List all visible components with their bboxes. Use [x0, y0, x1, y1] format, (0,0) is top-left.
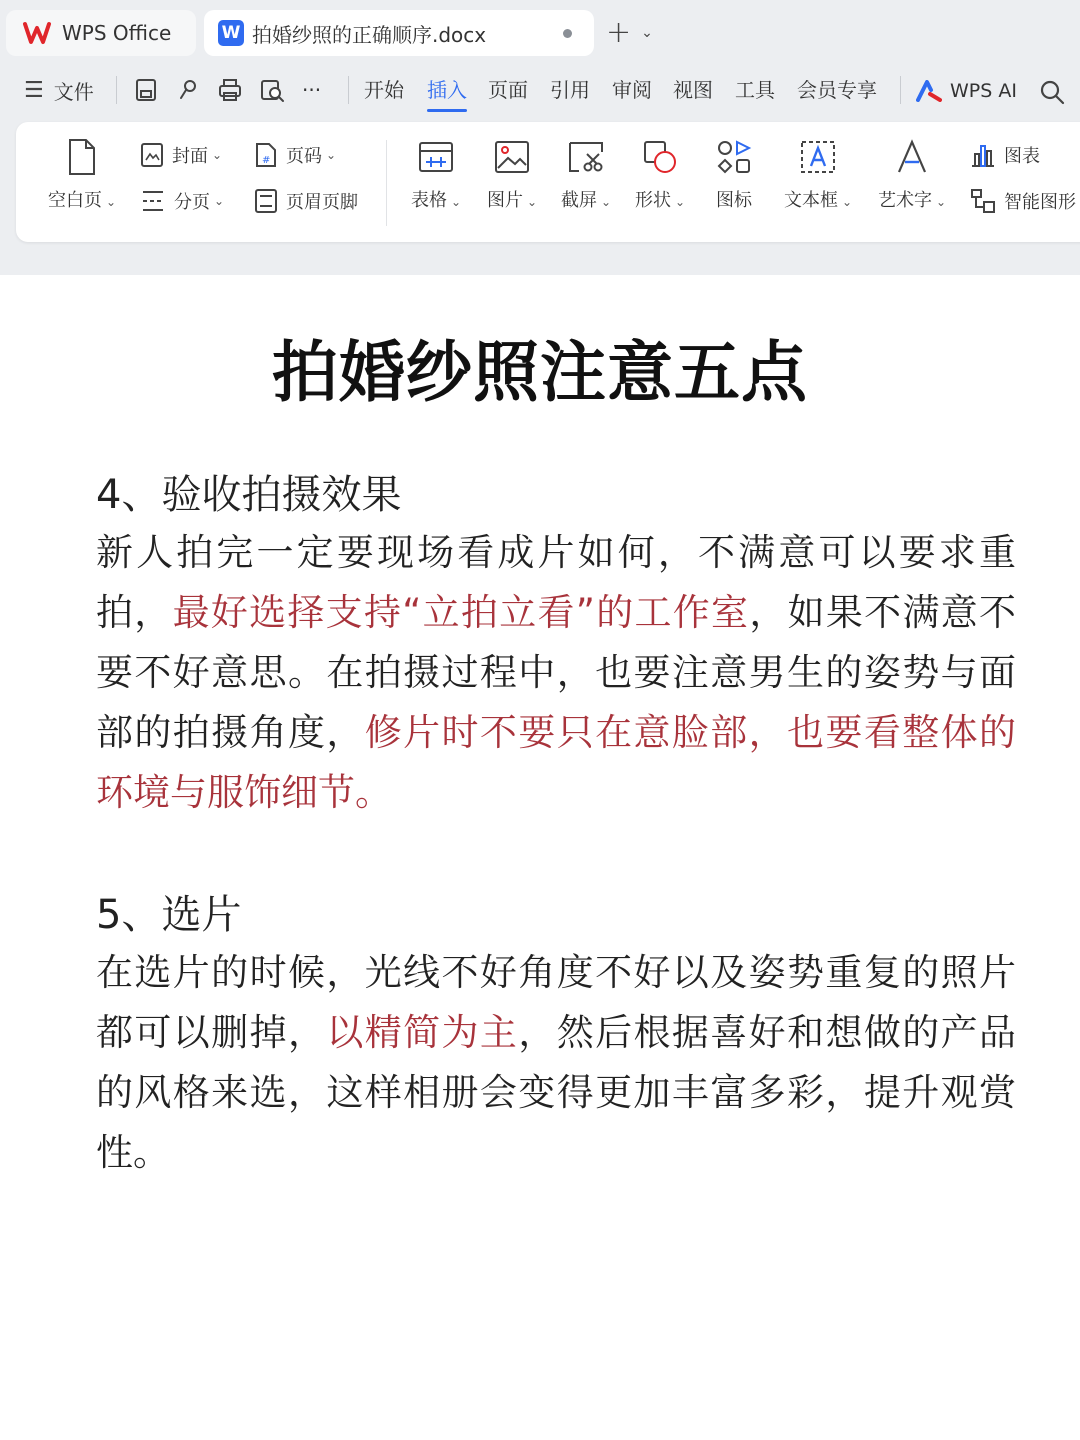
header-footer-button[interactable] — [254, 188, 358, 214]
smart-art-icon — [970, 188, 996, 214]
print-icon[interactable] — [216, 76, 244, 104]
unsaved-dot-icon[interactable] — [563, 29, 572, 38]
cover-label: 封面 — [172, 146, 208, 167]
menu-bar — [0, 64, 1080, 116]
bar-chart-icon — [970, 142, 996, 168]
tab-home-label: WPS Office — [62, 21, 172, 45]
section-5-paragraph — [96, 943, 1016, 1183]
wps-ai-button[interactable] — [916, 76, 1017, 106]
tab-tools[interactable]: 工具 — [735, 78, 775, 102]
screenshot-button[interactable] — [552, 138, 620, 212]
page-number-icon — [254, 142, 278, 168]
shape-button[interactable] — [626, 138, 694, 212]
chevron-down-icon: ⌄ — [935, 195, 947, 209]
format-painter-icon[interactable] — [174, 76, 202, 104]
chevron-down-icon: ⌄ — [105, 195, 117, 209]
tab-references[interactable]: 引用 — [550, 78, 590, 102]
svg-text:#: # — [262, 155, 271, 166]
blank-page-label: 空白页 — [47, 190, 102, 211]
chart-label: 图表 — [1004, 146, 1040, 167]
section-4-highlight-2: 修片时不要只在意脸部，也要看整体的环境与服饰细节。 — [96, 711, 1017, 814]
more-quick-actions-button[interactable]: ··· — [302, 78, 322, 102]
tab-review[interactable]: 审阅 — [612, 78, 652, 102]
icon-library-button[interactable] — [700, 138, 768, 212]
smart-art-label: 智能图形 — [1004, 192, 1076, 213]
screenshot-label: 截屏 — [560, 190, 597, 211]
chevron-down-icon: ⌄ — [450, 195, 462, 209]
ribbon-divider — [386, 140, 387, 226]
blank-page-button[interactable] — [40, 138, 124, 212]
wps-ai-icon — [916, 80, 942, 102]
cover-button[interactable] — [140, 142, 222, 168]
app-chrome — [0, 0, 1080, 275]
textbox-icon — [799, 138, 837, 176]
page-break-button[interactable] — [140, 188, 224, 214]
tab-page[interactable]: 页面 — [488, 78, 528, 102]
wordart-button[interactable] — [872, 138, 952, 212]
divider — [116, 76, 117, 104]
plus-icon: + — [606, 15, 632, 50]
table-label: 表格 — [410, 190, 447, 211]
shape-label: 形状 — [634, 190, 671, 211]
wps-logo-icon — [22, 18, 52, 48]
textbox-button[interactable] — [776, 138, 860, 212]
search-icon[interactable] — [1038, 78, 1066, 106]
picture-button[interactable] — [478, 138, 546, 212]
page-break-label: 分页 — [174, 192, 210, 213]
page-break-icon — [140, 188, 166, 214]
section-4-text-1: 新人拍完一定要现场看成片如何，不满意可以要求重拍， — [96, 531, 1016, 634]
new-tab-button[interactable] — [606, 16, 668, 50]
tab-view[interactable]: 视图 — [673, 78, 713, 102]
chevron-down-icon: ⌄ — [674, 195, 686, 209]
wordart-label: 艺术字 — [877, 190, 932, 211]
file-menu-button[interactable] — [24, 74, 94, 106]
wps-ai-label: WPS AI — [950, 80, 1017, 102]
word-doc-icon: W — [218, 20, 244, 46]
chevron-down-icon: ⌄ — [214, 194, 225, 208]
insert-ribbon — [16, 122, 1080, 242]
tab-wps-home[interactable] — [6, 10, 196, 56]
tab-start[interactable]: 开始 — [364, 78, 404, 102]
icon-library-label: 图标 — [716, 190, 752, 211]
table-icon — [417, 138, 455, 176]
tab-doc-label: 拍婚纱照的正确顺序.docx — [252, 22, 487, 47]
chevron-down-icon: ⌄ — [600, 195, 612, 209]
divider — [900, 76, 901, 104]
section-5-text-2: ，然后根据喜好和想做的产品的风格来选，这样相册会变得更加丰富多彩，提升观赏性。 — [96, 1011, 1017, 1174]
section-5-text-1: 在选片的时候，光线不好角度不好以及姿势重复的照片都可以删掉， — [96, 951, 1016, 1054]
section-5-highlight-1: 以精简为主 — [326, 1011, 519, 1054]
header-footer-label: 页眉页脚 — [286, 192, 358, 213]
chevron-down-icon: ⌄ — [526, 195, 538, 209]
section-4-text-2: ，如果不满意不要不好意思。在拍摄过程中，也要注意男生的姿势与面部的拍摄角度， — [96, 591, 1017, 754]
section-5-heading: 5、选片 — [96, 892, 242, 938]
blank-page-icon — [65, 138, 99, 176]
shape-icon — [641, 138, 679, 176]
chevron-down-icon: ⌄ — [326, 148, 337, 162]
scissors-icon — [567, 138, 605, 176]
tab-document[interactable] — [204, 10, 594, 56]
divider — [348, 76, 349, 104]
menu-lines-icon: ☰ — [24, 77, 44, 103]
tab-member[interactable]: 会员专享 — [797, 78, 877, 102]
textbox-label: 文本框 — [783, 190, 838, 211]
document-page[interactable] — [0, 275, 1080, 1440]
smart-art-button[interactable] — [970, 188, 1076, 214]
page-number-button[interactable] — [254, 142, 336, 168]
chevron-down-icon: ⌄ — [212, 148, 223, 162]
header-footer-icon — [254, 188, 278, 214]
picture-icon — [493, 138, 531, 176]
print-preview-icon[interactable] — [258, 76, 286, 104]
page-title: 拍婚纱照注意五点 — [272, 334, 808, 411]
chart-button[interactable] — [970, 142, 1040, 168]
section-4-paragraph — [96, 523, 1016, 823]
cover-icon — [140, 142, 164, 168]
save-icon[interactable] — [132, 76, 160, 104]
picture-label: 图片 — [486, 190, 523, 211]
tab-bar — [0, 0, 1080, 64]
file-menu-label: 文件 — [53, 79, 94, 104]
tab-insert[interactable]: 插入 — [427, 76, 467, 106]
section-4-highlight-1: 最好选择支持“立拍立看”的工作室 — [172, 591, 750, 634]
chevron-down-icon: ⌄ — [641, 25, 653, 41]
chevron-down-icon: ⌄ — [841, 195, 853, 209]
table-button[interactable] — [402, 138, 470, 212]
icon-library-icon — [715, 138, 753, 176]
section-4-heading: 4、验收拍摄效果 — [96, 472, 402, 518]
wordart-icon — [893, 138, 931, 176]
page-number-label: 页码 — [286, 146, 322, 167]
